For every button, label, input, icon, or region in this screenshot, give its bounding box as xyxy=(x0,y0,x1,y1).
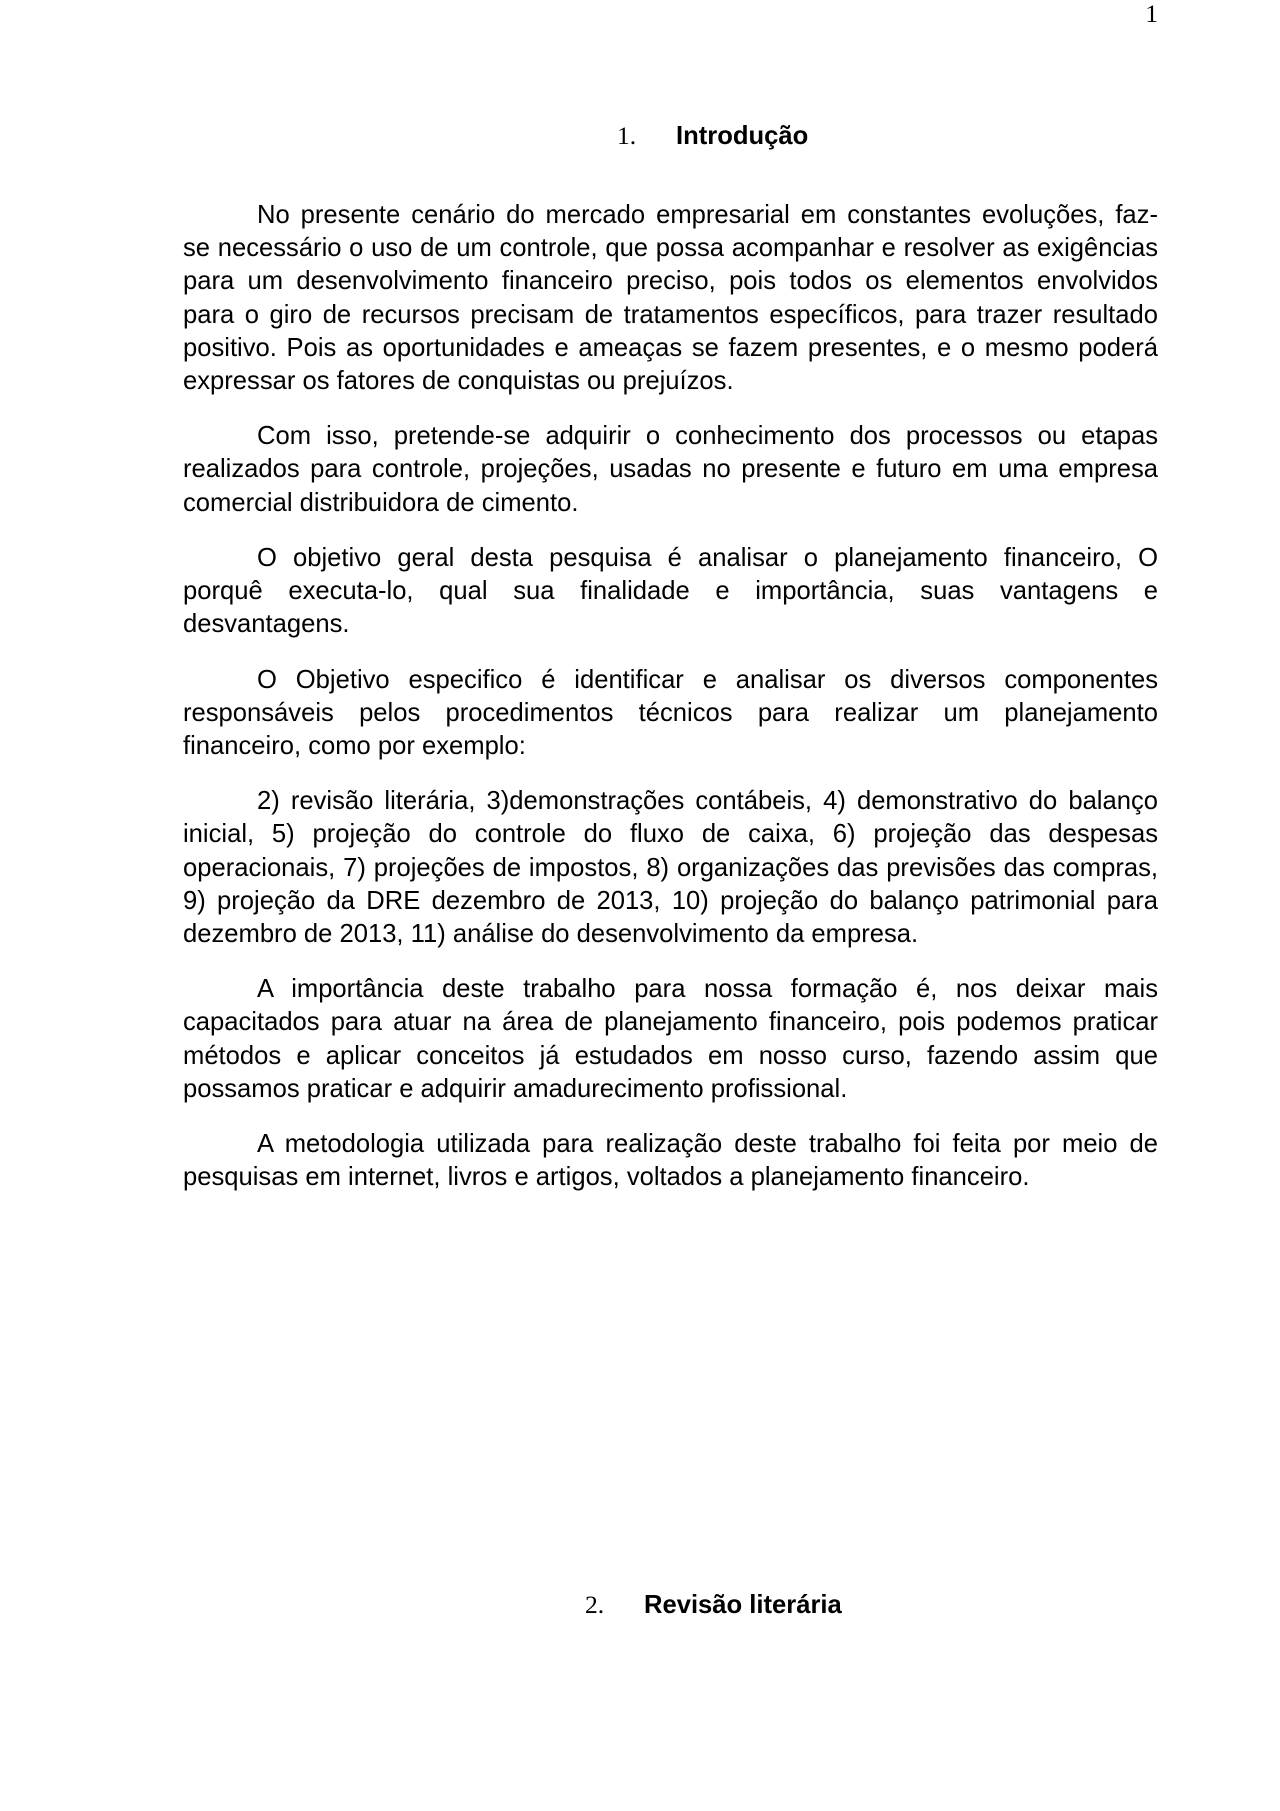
paragraph xyxy=(183,1128,1158,1194)
paragraph xyxy=(183,199,1158,398)
paragraph-line: operacionais, 7) projeções de impostos, 8) organizações das previsões das compras, xyxy=(183,853,1158,882)
paragraph xyxy=(183,973,1158,1106)
paragraph-line: O Objetivo especifico é identificar e analisar os diversos componentes xyxy=(257,665,1158,694)
page-number: 1 xyxy=(1145,0,1158,28)
section-title: Revisão literária xyxy=(644,1591,842,1619)
paragraph-line: comercial distribuidora de cimento. xyxy=(183,488,579,517)
paragraph-line: A metodologia utilizada para realização deste trabalho foi feita por meio de xyxy=(257,1130,1158,1159)
section-heading-introducao xyxy=(617,119,808,153)
paragraph-line: porquê executa-lo, qual sua finalidade e importância, suas vantagens e xyxy=(183,577,1158,606)
paragraph-line: desvantagens. xyxy=(183,610,350,639)
paragraph-line: capacitados para atuar na área de planejamento financeiro, pois podemos praticar xyxy=(183,1008,1158,1037)
section-number: 1. xyxy=(617,121,637,150)
section-heading-revisao-literaria xyxy=(585,1588,842,1622)
paragraph-line: 2) revisão literária, 3)demonstrações contábeis, 4) demonstrativo do balanço xyxy=(257,787,1158,816)
paragraph-line: inicial, 5) projeção do controle do fluxo de caixa, 6) projeção das despesas xyxy=(183,820,1158,849)
paragraph-line: para um desenvolvimento financeiro preciso, pois todos os elementos envolvidos xyxy=(183,267,1158,296)
paragraph-line: realizados para controle, projeções, usadas no presente e futuro em uma empresa xyxy=(183,455,1158,484)
section-title: Introdução xyxy=(676,122,809,150)
paragraph-line: responsáveis pelos procedimentos técnicos para realizar um planejamento xyxy=(183,698,1158,727)
section-body-introducao xyxy=(183,199,1158,1217)
paragraph xyxy=(183,785,1158,951)
paragraph-line: expressar os fatores de conquistas ou prejuízos. xyxy=(183,366,734,395)
paragraph-line: financeiro, como por exemplo: xyxy=(183,731,526,760)
paragraph-line: dezembro de 2013, 11) análise do desenvolvimento da empresa. xyxy=(183,919,919,948)
paragraph-line: No presente cenário do mercado empresarial em constantes evoluções, faz- xyxy=(257,201,1158,229)
paragraph-line: O objetivo geral desta pesquisa é analisar o planejamento financeiro, O xyxy=(257,543,1158,572)
paragraph xyxy=(183,420,1158,520)
paragraph-line: para o giro de recursos precisam de tratamentos específicos, para trazer resultado xyxy=(183,300,1158,329)
section-number: 2. xyxy=(585,1590,605,1619)
paragraph-line: pesquisas em internet, livros e artigos, voltados a planejamento financeiro. xyxy=(183,1163,1030,1192)
paragraph-line: A importância deste trabalho para nossa formação é, nos deixar mais xyxy=(257,975,1158,1004)
paragraph xyxy=(183,542,1158,642)
paragraph-line: se necessário o uso de um controle, que possa acompanhar e resolver as exigências xyxy=(183,234,1158,263)
paragraph-line: positivo. Pois as oportunidades e ameaças se fazem presentes, e o mesmo poderá xyxy=(183,333,1158,362)
paragraph-line: métodos e aplicar conceitos já estudados em nosso curso, fazendo assim que xyxy=(183,1041,1158,1070)
paragraph-line: Com isso, pretende-se adquirir o conhecimento dos processos ou etapas xyxy=(257,422,1158,451)
paragraph xyxy=(183,664,1158,764)
paragraph-line: 9) projeção da DRE dezembro de 2013, 10) projeção do balanço patrimonial para xyxy=(183,886,1158,915)
paragraph-line: possamos praticar e adquirir amadurecimento profissional. xyxy=(183,1074,848,1103)
